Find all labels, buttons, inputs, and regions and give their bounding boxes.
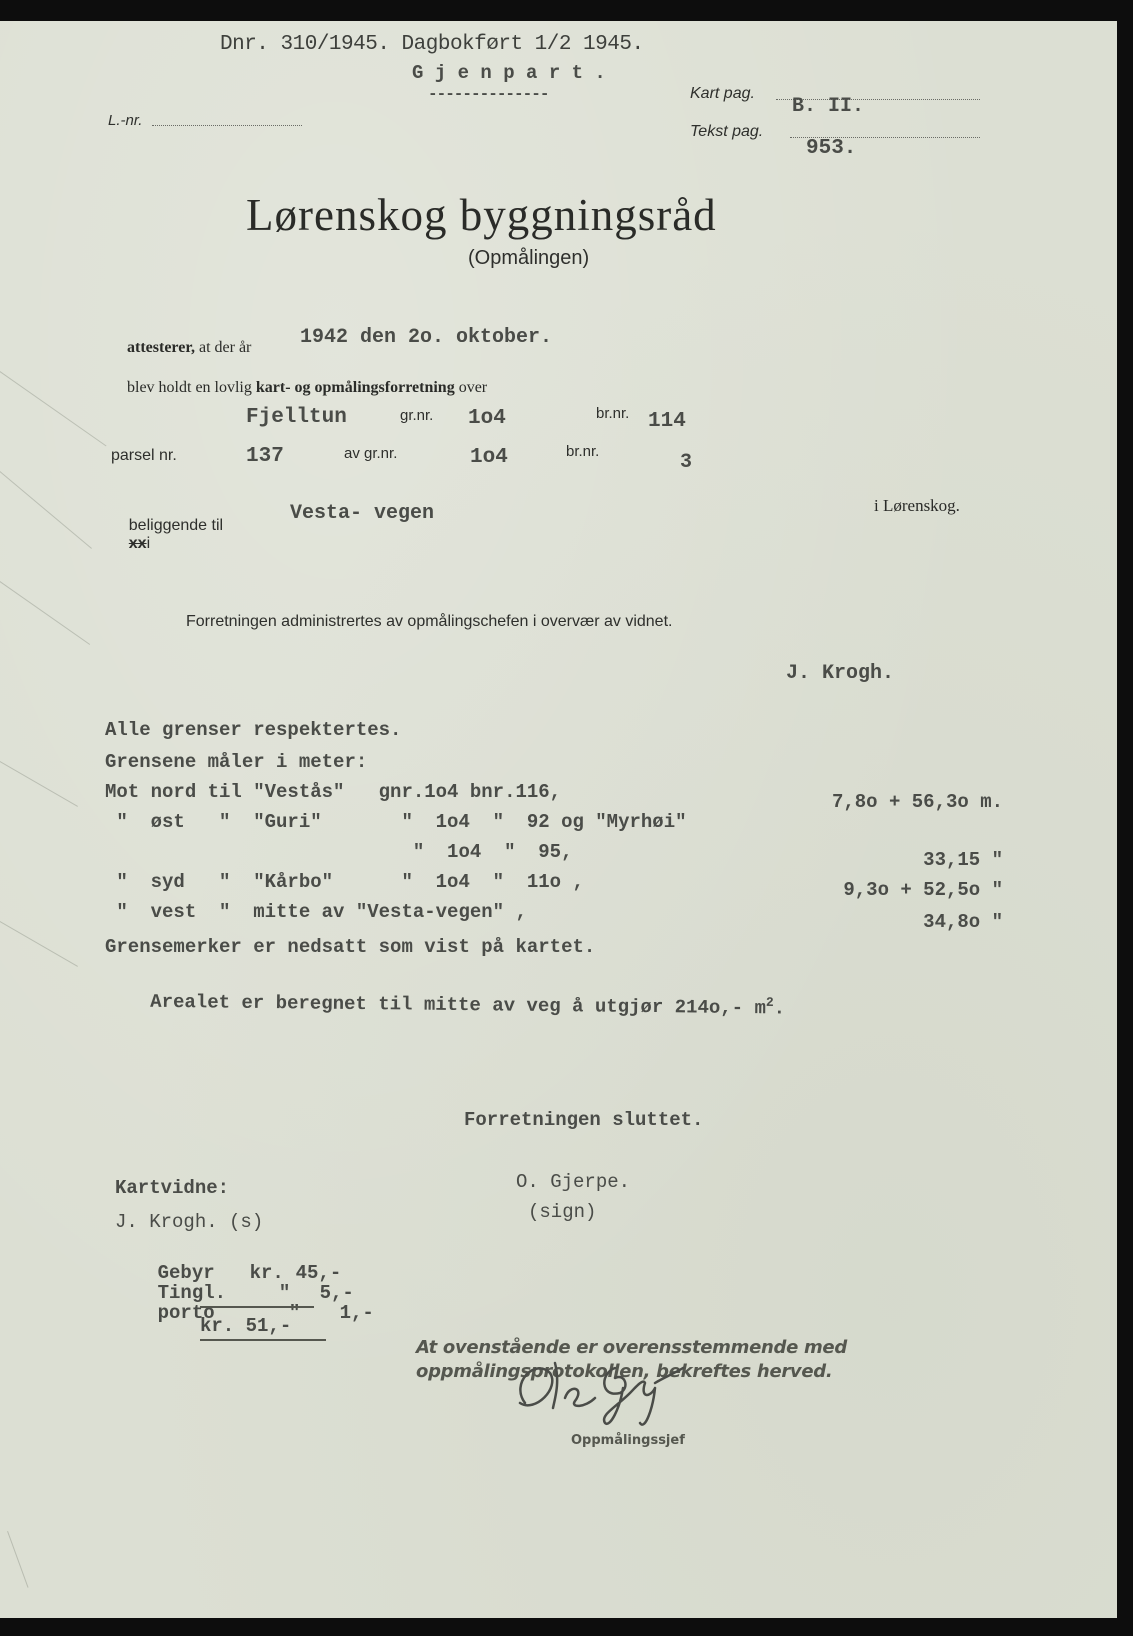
fee-subtotal-line xyxy=(200,1306,314,1308)
area-end: . xyxy=(773,997,786,1020)
street-name: Vesta- vegen xyxy=(290,502,435,525)
parcel-label: parsel nr. xyxy=(111,447,177,464)
fee-unit: " xyxy=(288,1302,301,1324)
area-text: Arealet er beregnet til mitte av veg å utgjør 214o,- m xyxy=(150,990,767,1020)
of-gr-nr-label: av gr.nr. xyxy=(344,445,398,462)
witness-name: J. Krogh. xyxy=(786,662,895,685)
fee-amount: 1,- xyxy=(339,1302,374,1324)
kartvidne-name: J. Krogh. (s) xyxy=(115,1211,264,1233)
parcel-value: 137 xyxy=(246,445,284,468)
tekst-pag-value: 953. xyxy=(806,137,857,160)
attests-rest: at der år xyxy=(194,339,252,356)
fee-label: porto xyxy=(157,1302,215,1324)
signer-name: O. Gjerpe. xyxy=(516,1171,631,1193)
fee-unit: " xyxy=(278,1282,291,1304)
boundary-measure: 33,15 " xyxy=(923,849,1003,871)
paper-crease xyxy=(0,581,90,645)
fee-total-underline xyxy=(200,1339,326,1341)
copy-label: G j e n p a r t . xyxy=(412,62,606,84)
fee-label: Gebyr xyxy=(157,1262,215,1284)
fee-unit: kr. xyxy=(249,1262,284,1284)
fee-amount: 5,- xyxy=(319,1282,354,1304)
boundary-measure: 9,3o + 52,5o " xyxy=(843,879,1003,901)
area-sup: 2 xyxy=(765,994,774,1011)
l-nr-field xyxy=(152,125,302,126)
of-gr-nr-value: 1o4 xyxy=(470,446,508,469)
boundary-row: " øst " "Guri" " 1o4 " 92 og "Myrhøi" xyxy=(105,811,687,833)
stamp-title: Oppmålingssjef xyxy=(571,1433,685,1448)
held-pre: blev holdt en lovlig xyxy=(127,379,256,396)
l-nr-label: L.-nr. xyxy=(108,112,143,129)
of-br-nr-value: 3 xyxy=(680,451,693,474)
held-post: over xyxy=(454,379,488,396)
boundary-row: " syd " "Kårbo" " 1o4 " 11o , xyxy=(105,871,584,893)
gr-nr-value: 1o4 xyxy=(468,407,506,430)
markers-note: Grensemerker er nedsatt som vist på kartet. xyxy=(105,936,596,958)
copy-underline: -------------- xyxy=(428,85,549,103)
located-struck: xx xyxy=(128,535,147,552)
br-nr-label: br.nr. xyxy=(596,405,630,422)
tekst-pag-label: Tekst pag. xyxy=(690,123,764,140)
located-text: beliggende til xyxy=(128,517,224,534)
held-bold: kart- og opmålingsforretning xyxy=(255,379,455,396)
boundary-measure: 7,8o + 56,3o m. xyxy=(831,791,1003,813)
boundary-row: " vest " mitte av "Vesta-vegen" , xyxy=(105,901,527,923)
area-note xyxy=(104,966,785,1041)
page-subtitle: (Opmålingen) xyxy=(468,247,590,269)
fee-total: kr. 51,- xyxy=(200,1315,292,1337)
kart-pag-value: B. II. xyxy=(792,95,865,118)
handwritten-signature xyxy=(505,1353,705,1433)
gr-nr-label: gr.nr. xyxy=(400,407,434,424)
boundaries-heading: Grensene måler i meter: xyxy=(105,751,368,773)
located-i: i xyxy=(146,535,151,552)
municipality: i Lørenskog. xyxy=(874,496,960,515)
certification-stamp-line2: oppmålingsprotokollen, bekreftes herved. xyxy=(416,1361,833,1382)
concluded-text: Forretningen sluttet. xyxy=(464,1109,704,1131)
journal-line: Dnr. 310/1945. Dagbokført 1/2 1945. xyxy=(220,33,644,56)
document-page xyxy=(0,21,1117,1618)
paper-crease xyxy=(0,371,106,446)
boundary-row: Mot nord til "Vestås" gnr.1o4 bnr.116, xyxy=(105,781,562,803)
property-name: Fjelltun xyxy=(246,406,347,429)
certification-stamp-line1: At ovenstående er overensstemmende med xyxy=(416,1337,847,1358)
kartvidne-label: Kartvidne: xyxy=(115,1177,230,1199)
survey-date: 1942 den 2o. oktober. xyxy=(300,326,553,349)
of-br-nr-label: br.nr. xyxy=(566,443,600,460)
paper-crease xyxy=(0,761,78,807)
boundaries-intro: Alle grenser respektertes. xyxy=(105,719,402,741)
paper-crease xyxy=(0,921,78,967)
paper-crease xyxy=(7,1531,28,1588)
br-nr-value: 114 xyxy=(648,410,686,433)
kart-pag-label: Kart pag. xyxy=(690,85,755,102)
attests-label: attesterer, xyxy=(127,339,195,356)
page-title: Lørenskog byggningsråd xyxy=(246,190,717,240)
paper-crease xyxy=(0,471,92,549)
located-label xyxy=(111,499,223,571)
signer-note: (sign) xyxy=(528,1201,597,1223)
boundary-measure: 34,8o " xyxy=(923,911,1003,933)
fee-amount: 45,- xyxy=(295,1262,342,1284)
boundary-row: " 1o4 " 95, xyxy=(105,841,573,863)
fee-label: Tingl. xyxy=(157,1282,227,1304)
administration-text: Forretningen administrertes av opmålingschefen i overvær av vidnet. xyxy=(186,613,673,630)
